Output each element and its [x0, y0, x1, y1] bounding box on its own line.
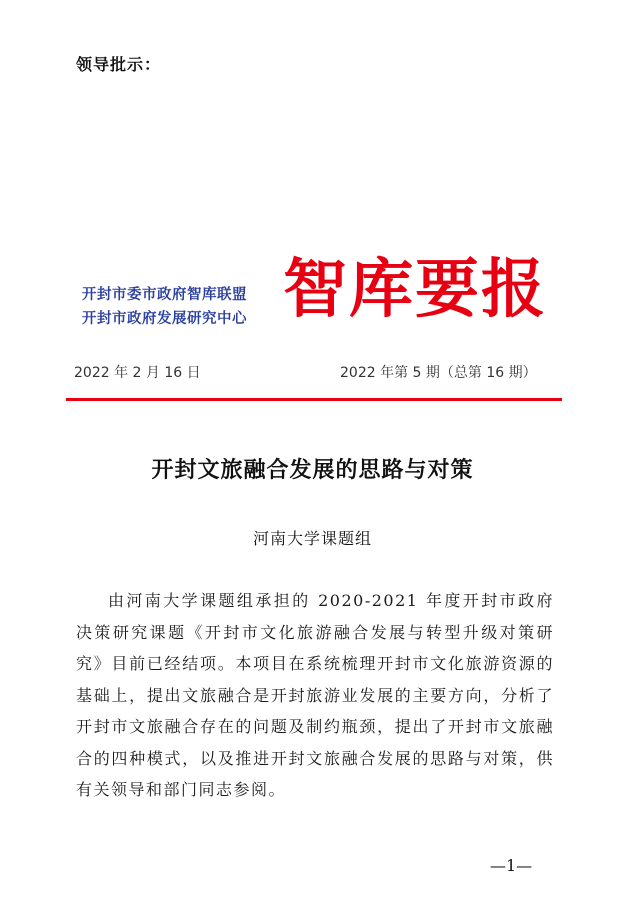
article-body: 由河南大学课题组承担的 2020-2021 年度开封市政府决策研究课题《开封市文化旅游融合发展与转型升级对策研究》目前已经结项。本项目在系统梳理开封市文化旅游资源的基础上，提出文旅融合是开封旅游业发展的主要方向，分析了开封市文旅融合存在的问题及制约瓶颈，提出了开封市文旅融合的四种模式，以及推进开封文旅融合发展的思路与对策，供有关领导和部门同志参阅。	[76, 591, 554, 799]
leader-instruction-label: 领导批示：	[76, 55, 162, 74]
masthead-divider	[66, 398, 562, 401]
organization-block	[82, 283, 282, 331]
organization-name-1: 开封市委市政府智库联盟	[82, 287, 247, 303]
issue-number: 2022 年第 5 期（总第 16 期）	[340, 365, 537, 381]
page-number: —1—	[490, 856, 533, 875]
masthead-title: 智库要报	[283, 252, 547, 327]
article-author: 河南大学课题组	[252, 529, 372, 548]
organization-name-2: 开封市政府发展研究中心	[82, 311, 247, 327]
issue-date: 2022 年 2 月 16 日	[74, 365, 201, 381]
article-title: 开封文旅融合发展的思路与对策	[151, 457, 474, 483]
